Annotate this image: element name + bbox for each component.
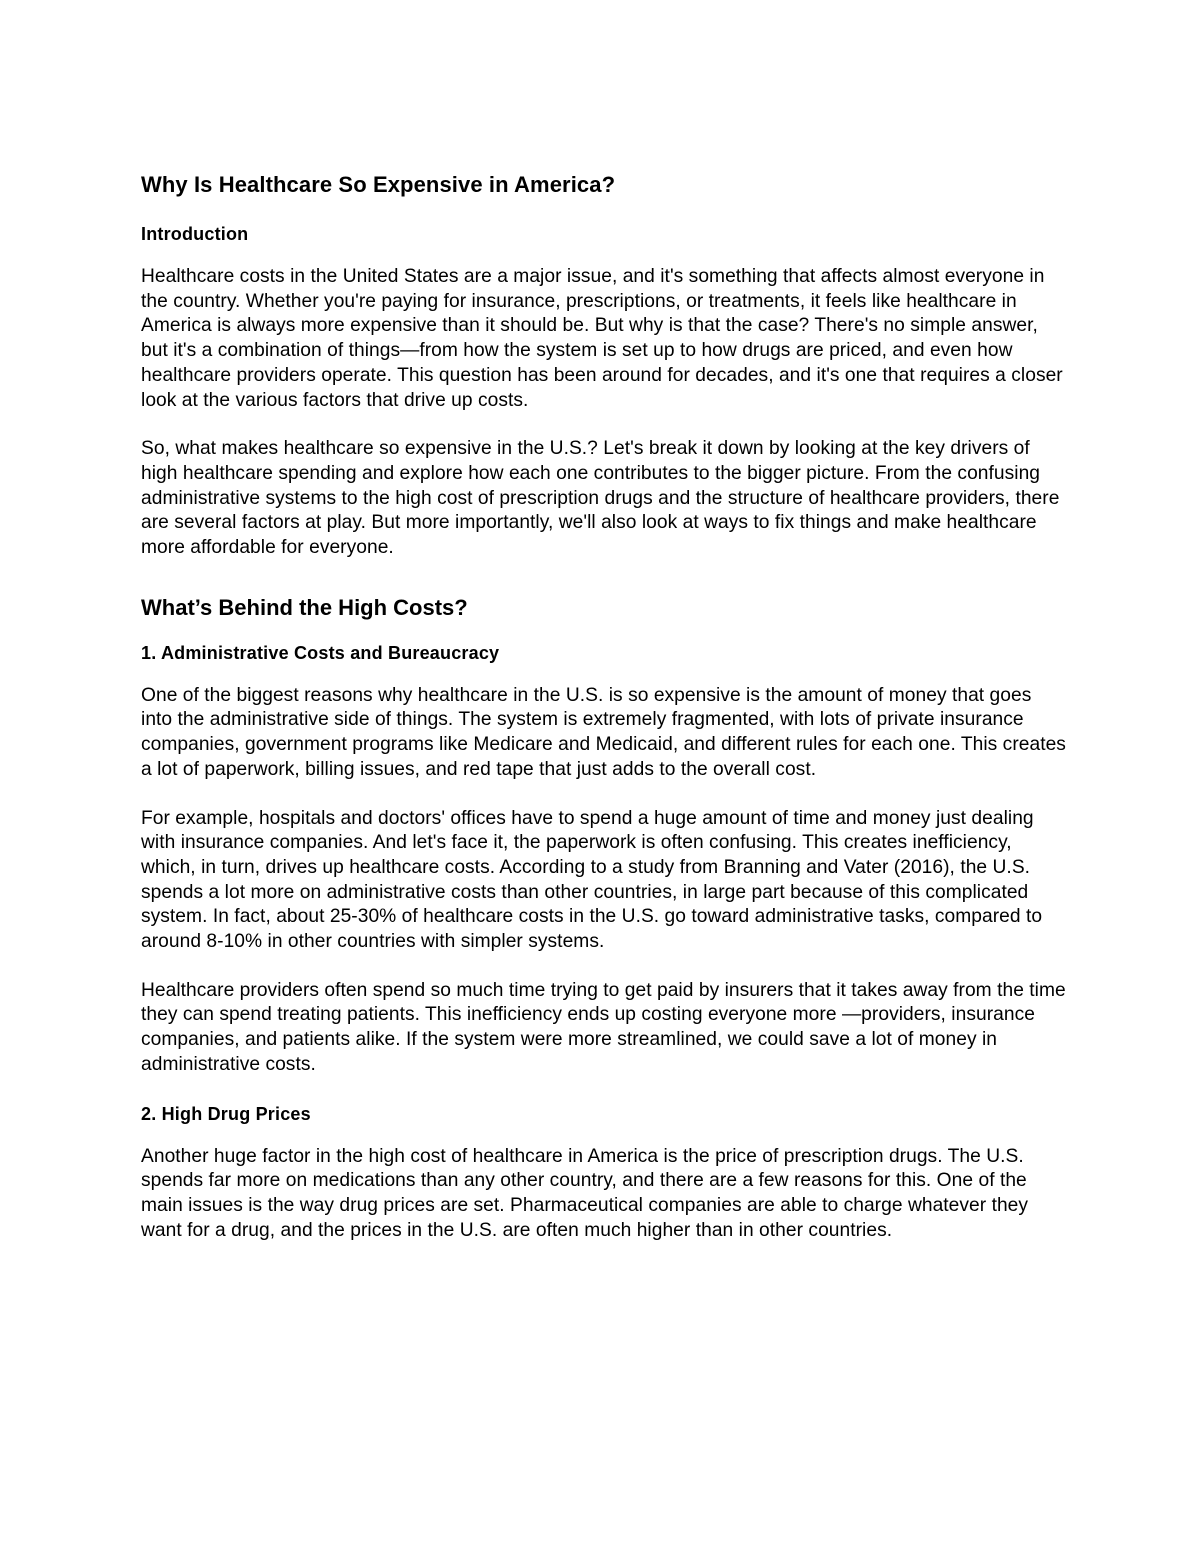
drug-prices-paragraph-1: Another huge factor in the high cost of healthcare in America is the price of prescription drugs. The U.S. spends far more on medications than any other country, and there are a few reasons for this. One of the main issues is the way drug prices are set. Pharmaceutical companies are able to charge whatever they want for a drug, and the prices in the U.S. are often much higher than in other countries. xyxy=(141,1145,1029,1241)
introduction-heading: Introduction xyxy=(141,224,249,244)
section-heading-high-costs: What’s Behind the High Costs? xyxy=(141,594,468,620)
admin-paragraph-2: For example, hospitals and doctors' offices have to spend a huge amount of time and money just dealing with insurance companies. And let's face it, the paperwork is often confusing. This creates inefficiency, which, in turn, drives up healthcare costs. According to a study from Branning and Vater (2016), the U.S. spends a lot more on administrative costs than other countries, in large part because of this complicated system. In fact, about 25-30% of healthcare costs in the U.S. go toward administrative tasks, compared to around 8-10% in other countries with simpler systems. xyxy=(141,807,1043,953)
document-body xyxy=(141,168,1066,1243)
admin-paragraph-3: Healthcare providers often spend so much time trying to get paid by insurers that it takes away from the time they can spend treating patients. This inefficiency ends up costing everyone more —providers, insurance companies, and patients alike. If the system were more streamlined, we could save a lot of money in administrative costs. xyxy=(141,979,1066,1075)
subheading-drug-prices: 2. High Drug Prices xyxy=(141,1103,311,1124)
document-title: Why Is Healthcare So Expensive in America? xyxy=(141,172,616,197)
admin-paragraph-1: One of the biggest reasons why healthcare in the U.S. is so expensive is the amount of money that goes into the administrative side of things. The system is extremely fragmented, with lots of private insurance companies, government programs like Medicare and Medicaid, and different rules for each one. This creates a lot of paperwork, billing issues, and red tape that just adds to the overall cost. xyxy=(141,684,1066,780)
subheading-administrative-costs: 1. Administrative Costs and Bureaucracy xyxy=(141,642,500,663)
intro-paragraph-2: So, what makes healthcare so expensive in the U.S.? Let's break it down by looking at the key drivers of high healthcare spending and explore how each one contributes to the bigger picture. From the confusing administrative systems to the high cost of prescription drugs and the structure of healthcare providers, there are several factors at play. But more importantly, we'll also look at ways to fix things and make healthcare more affordable for everyone. xyxy=(141,438,1060,559)
intro-paragraph-1: Healthcare costs in the United States are a major issue, and it's something that affects almost everyone in the country. Whether you're paying for insurance, prescriptions, or treatments, it feels like healthcare in America is always more expensive than it should be. But why is that the case? There's no simple answer, but it's a combination of things—from how the system is set up to how drugs are priced, and even how healthcare providers operate. This question has been around for decades, and it's one that requires a closer look at the various factors that drive up costs. xyxy=(141,266,1063,411)
